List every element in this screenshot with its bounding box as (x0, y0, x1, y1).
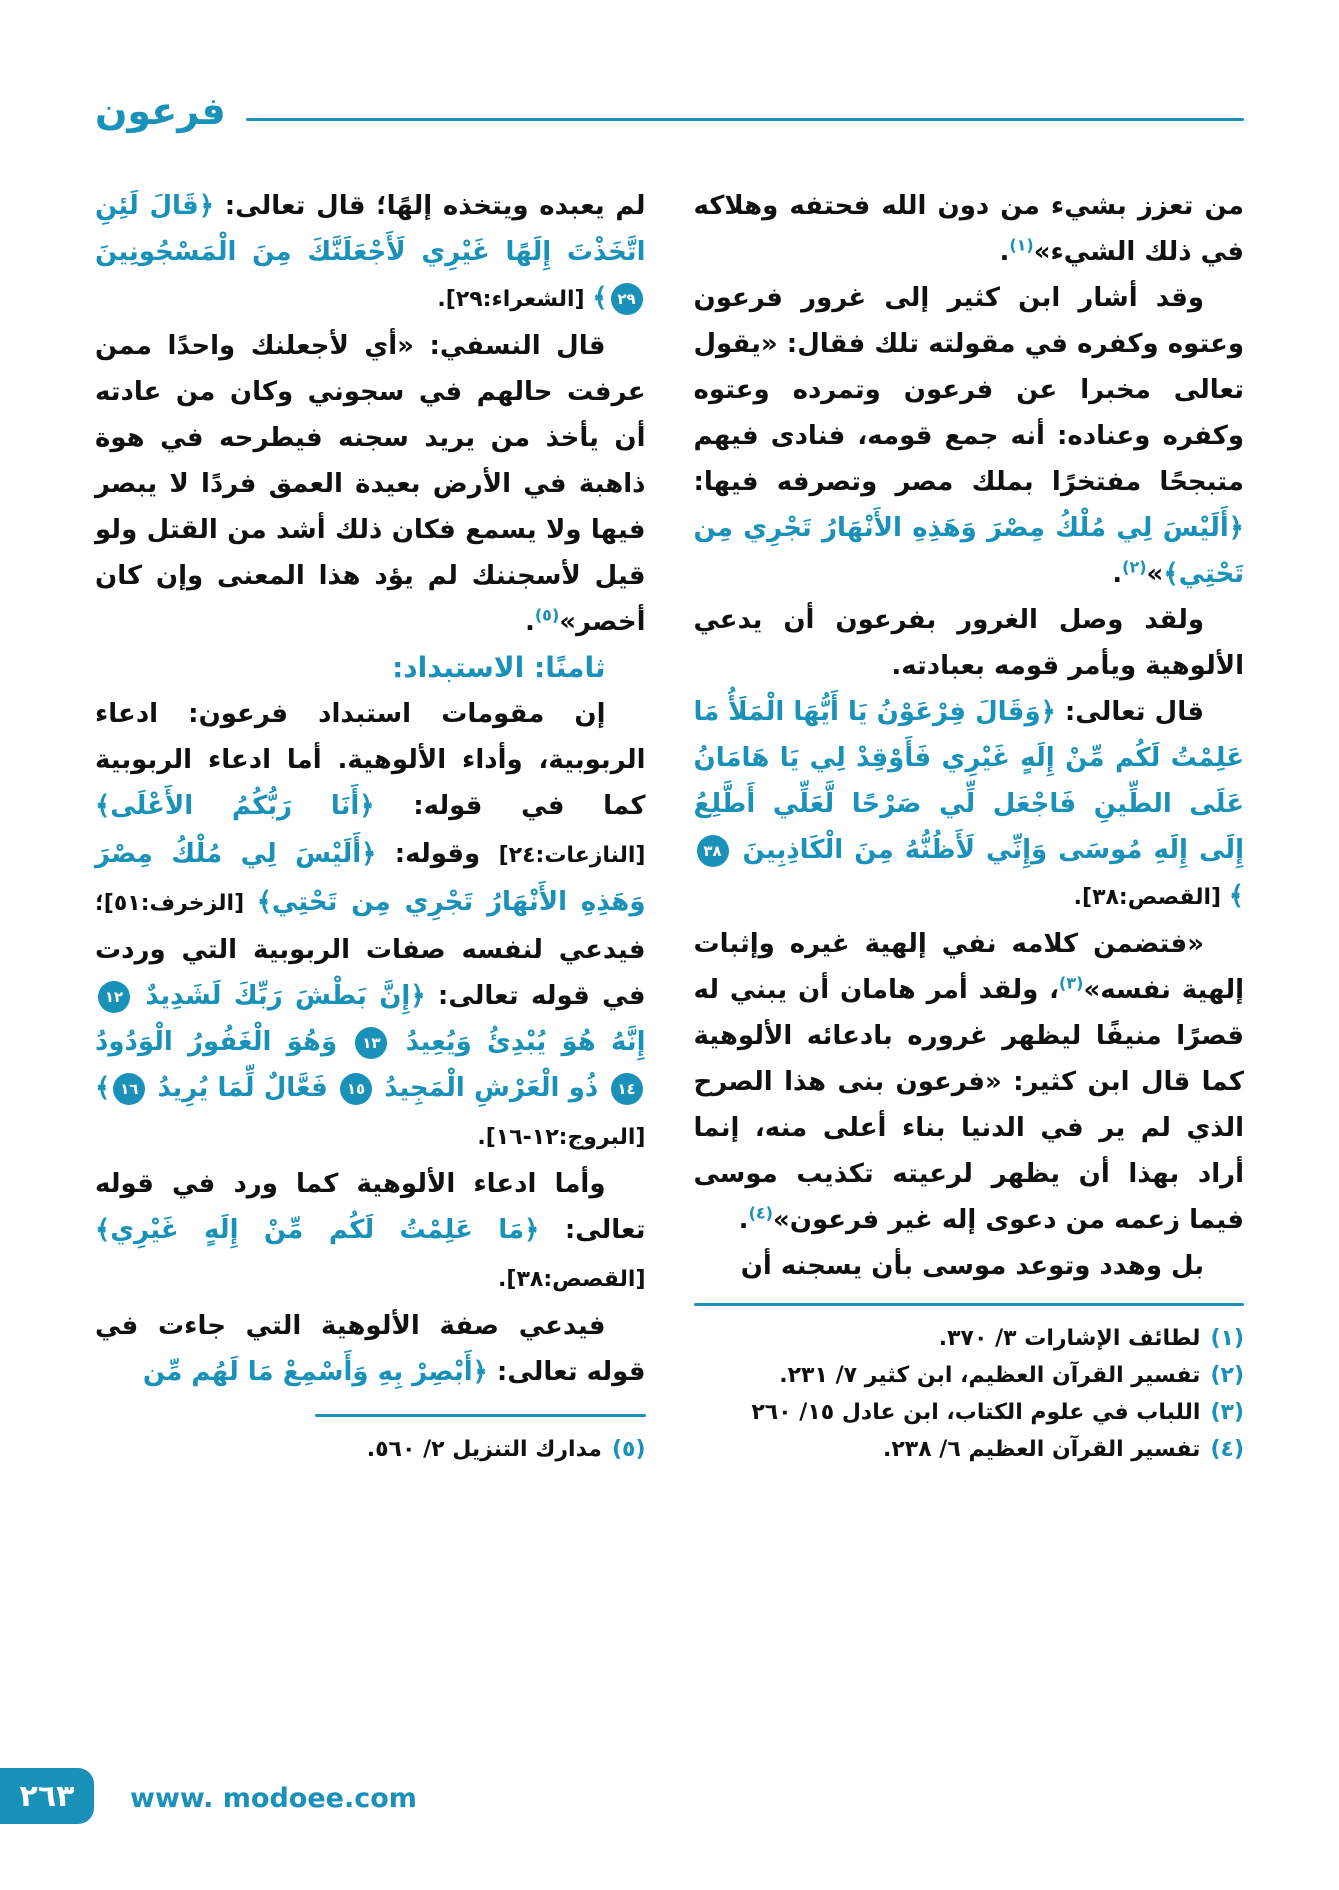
text-segment: إن مقومات استبداد فرعون: ادعاء الربوبية، وأداء الألوهية. أما ادعاء الربوبية كما في قوله: (95, 699, 646, 821)
footnote-item (694, 1357, 1245, 1394)
text-segment: . (999, 237, 1010, 267)
paragraph (694, 597, 1245, 689)
quran-verse: ذُو الْعَرْشِ الْمَجِيدُ (375, 1073, 608, 1103)
text-segment: فيدعي صفة الألوهية التي جاءت في قوله تعالى: (95, 1311, 646, 1387)
quran-verse: ﴿أَبْصِرْ بِهِ وَأَسْمِعْ مَا لَهُم مِّن (142, 1357, 488, 1387)
quran-verse: ﴿مَا عَلِمْتُ لَكُم مِّنْ إِلَهٍ غَيْرِي﴾ (95, 1215, 540, 1245)
ayah-number-badge: ١٥ (340, 1073, 372, 1105)
verse-reference: [القصص:٣٨]. (498, 1267, 646, 1292)
paragraph (694, 689, 1245, 921)
ayah-number-badge: ١٤ (611, 1073, 643, 1105)
section-heading-text: ثامنًا: الاستبداد: (392, 651, 606, 684)
text-segment: قال النسفي: «أي لأجعلنك واحدًا ممن عرفت حالهم في سجوني وكان من عادته أن يأخذ من يريد سجنه فيطرحه في هوة ذاهبة في الأرض بعيدة العمق فردًا لا يبصر فيها ولا يسمع فكان ذلك أشد من القتل ولو قيل لأسجننك لم يؤد هذا المعنى وإن كان أخصر» (95, 331, 646, 637)
text-segment: . (738, 1205, 749, 1235)
footnote-separator-left (315, 1414, 645, 1417)
paragraph (95, 1303, 646, 1395)
footnote-text: لطائف الإشارات ٣/ ٣٧٠. (938, 1326, 1201, 1351)
footnote-item (694, 1320, 1245, 1357)
footnote-item (694, 1431, 1245, 1468)
quran-verse: فَعَّالٌ لِّمَا يُرِيدُ (148, 1073, 338, 1103)
quran-verse: ﴿إِنَّ بَطْشَ رَبِّكَ لَشَدِيدٌ (133, 981, 426, 1011)
verse-reference: [الزخرف:٥١]؛ (95, 891, 257, 916)
page-number: ٢٦٣ (19, 1778, 75, 1814)
quran-verse: ﴾ (95, 1073, 111, 1103)
footnote-ref-marker: (٢) (1122, 557, 1147, 577)
footnote-number: (٥) (611, 1437, 646, 1462)
text-columns (95, 183, 1244, 1468)
quran-verse: إِنَّهُ هُوَ يُبْدِئُ وَيُعِيدُ (390, 1027, 646, 1057)
text-segment: . (524, 607, 535, 637)
footnote-number: (٤) (1210, 1437, 1244, 1462)
text-segment: لم يعبده ويتخذه إلهًا؛ قال تعالى: (214, 191, 646, 221)
text-segment: وأما ادعاء الألوهية كما ورد في قوله تعالى: (95, 1169, 646, 1245)
text-segment: وقوله: (376, 839, 499, 869)
quran-verse: ﴿أَلَيْسَ لِي مُلْكُ مِصْرَ وَهَذِهِ الأَنْهَارُ تَجْرِي مِن تَحْتِي﴾ (95, 839, 646, 917)
quran-verse: ﴿وَقَالَ فِرْعَوْنُ يَا أَيُّهَا الْمَلَأُ مَا عَلِمْتُ لَكُم مِّنْ إِلَهٍ غَيْرِي فَأَوْقِدْ لِي يَا هَامَانُ عَلَى الطِّينِ فَاجْعَل لِّي صَرْحًا لَّعَلِّي أَطَّلِعُ إِلَى إِلَهِ مُوسَى وَإِنِّي لَأَظُنُّهُ مِنَ الْكَاذِبِينَ (693, 697, 1244, 865)
footnote-number: (١) (1210, 1326, 1244, 1351)
chapter-title: فرعون (95, 89, 226, 133)
paragraph (95, 323, 646, 645)
verse-reference: [البروج:١٢-١٦]. (477, 1125, 646, 1150)
ayah-number-badge: ٣٨ (697, 835, 729, 867)
ayah-number-badge: ١٢ (98, 981, 130, 1013)
quran-verse: ﴿قَالَ لَئِنِ اتَّخَذْتَ إِلَهًا غَيْرِي لَأَجْعَلَنَّكَ مِنَ الْمَسْجُونِينَ (95, 191, 646, 267)
quran-verse: ﴾ (1228, 881, 1244, 911)
page-number-badge (0, 1768, 94, 1824)
footnote-list-right (694, 1320, 1245, 1468)
quran-verse: ﴿أَنَا رَبُّكُمُ الأَعْلَى﴾ (95, 791, 375, 821)
paragraph (694, 275, 1245, 597)
quran-verse: وَهُوَ الْغَفُورُ الْوَدُودُ (95, 1027, 353, 1057)
footnote-number: (٢) (1210, 1363, 1244, 1388)
website-link[interactable]: www. modoee.com (130, 1783, 417, 1814)
column-left-text (95, 183, 646, 1395)
footnote-separator-right (694, 1303, 1245, 1306)
ayah-number-badge: ٢٩ (611, 283, 643, 315)
column-left (95, 183, 646, 1468)
text-segment: فيدعي لنفسه صفات الربوبية التي وردت في قوله تعالى: (95, 935, 646, 1011)
text-segment: قال تعالى: (1055, 697, 1204, 727)
text-segment: وقد أشار ابن كثير إلى غرور فرعون وعتوه وكفره في مقولته تلك فقال: «يقول تعالى مخبرا عن فرعون وتمرده وعتوه وكفره وعناده: أنه جمع قومه، فنادى فيهم متبجحًا مفتخرًا بملك مصر وتصرفه فيها: (693, 283, 1244, 497)
column-right-text (694, 183, 1245, 1289)
ayah-number-badge: ١٦ (113, 1073, 145, 1105)
text-segment: «فتضمن كلامه نفي إلهية غيره وإثبات إلهية نفسه» (693, 929, 1244, 1005)
paragraph (95, 1161, 646, 1303)
text-segment: من تعزز بشيء من دون الله فحتفه وهلاكه في ذلك الشيء» (693, 191, 1244, 267)
verse-reference: [القصص:٣٨]. (1073, 885, 1229, 910)
verse-reference: [الشعراء:٢٩]. (437, 287, 593, 312)
quran-verse: ﴾ (592, 283, 608, 313)
section-heading (95, 645, 646, 691)
footnote-item (95, 1431, 646, 1468)
footnote-text: تفسير القرآن العظيم، ابن كثير ٧/ ٢٣١. (779, 1363, 1201, 1388)
paragraph (694, 1243, 1245, 1289)
column-right (694, 183, 1245, 1468)
text-segment: بل وهدد وتوعد موسى بأن يسجنه أن (740, 1251, 1204, 1281)
verse-reference: [النازعات:٢٤] (498, 843, 646, 868)
footnotes-left (95, 1414, 646, 1468)
text-segment: . (1112, 559, 1123, 589)
text-segment: ، ولقد أمر هامان أن يبني له قصرًا منيفًا ليظهر غروره بادعائه الألوهية كما قال ابن كثير: «فرعون بنى هذا الصرح الذي لم ير في الدنيا بناء أعلى منه، إنما أراد بهذا أن يظهر لرعيته تكذيب موسى فيما زعمه من دعوى إله غير فرعون» (693, 975, 1244, 1235)
ayah-number-badge: ١٣ (355, 1027, 387, 1059)
footnotes-right (694, 1303, 1245, 1468)
quran-verse: ﴿أَلَيْسَ لِي مُلْكُ مِصْرَ وَهَذِهِ الأَنْهَارُ تَجْرِي مِن تَحْتِي﴾ (693, 513, 1244, 589)
footnote-list-left (95, 1431, 646, 1468)
paragraph (95, 691, 646, 1161)
paragraph (694, 921, 1245, 1243)
paragraph (95, 183, 646, 323)
footnote-item (694, 1394, 1245, 1431)
page-header (95, 89, 1244, 133)
footnote-text: تفسير القرآن العظيم ٦/ ٢٣٨. (882, 1437, 1201, 1462)
paragraph (694, 183, 1245, 275)
footnote-ref-marker: (٤) (748, 1203, 773, 1223)
footnote-ref-marker: (٥) (534, 605, 560, 625)
footnote-ref-marker: (٣) (1059, 973, 1084, 993)
footnote-text: اللباب في علوم الكتاب، ابن عادل ١٥/ ٢٦٠ (751, 1400, 1201, 1425)
text-segment: ولقد وصل الغرور بفرعون أن يدعي الألوهية ويأمر قومه بعبادته. (693, 605, 1244, 681)
footnote-text: مدارك التنزيل ٢/ ٥٦٠. (366, 1437, 602, 1462)
header-rule (246, 118, 1244, 121)
footnote-number: (٣) (1210, 1400, 1244, 1425)
footnote-ref-marker: (١) (1009, 235, 1034, 255)
text-segment: » (1146, 559, 1164, 589)
